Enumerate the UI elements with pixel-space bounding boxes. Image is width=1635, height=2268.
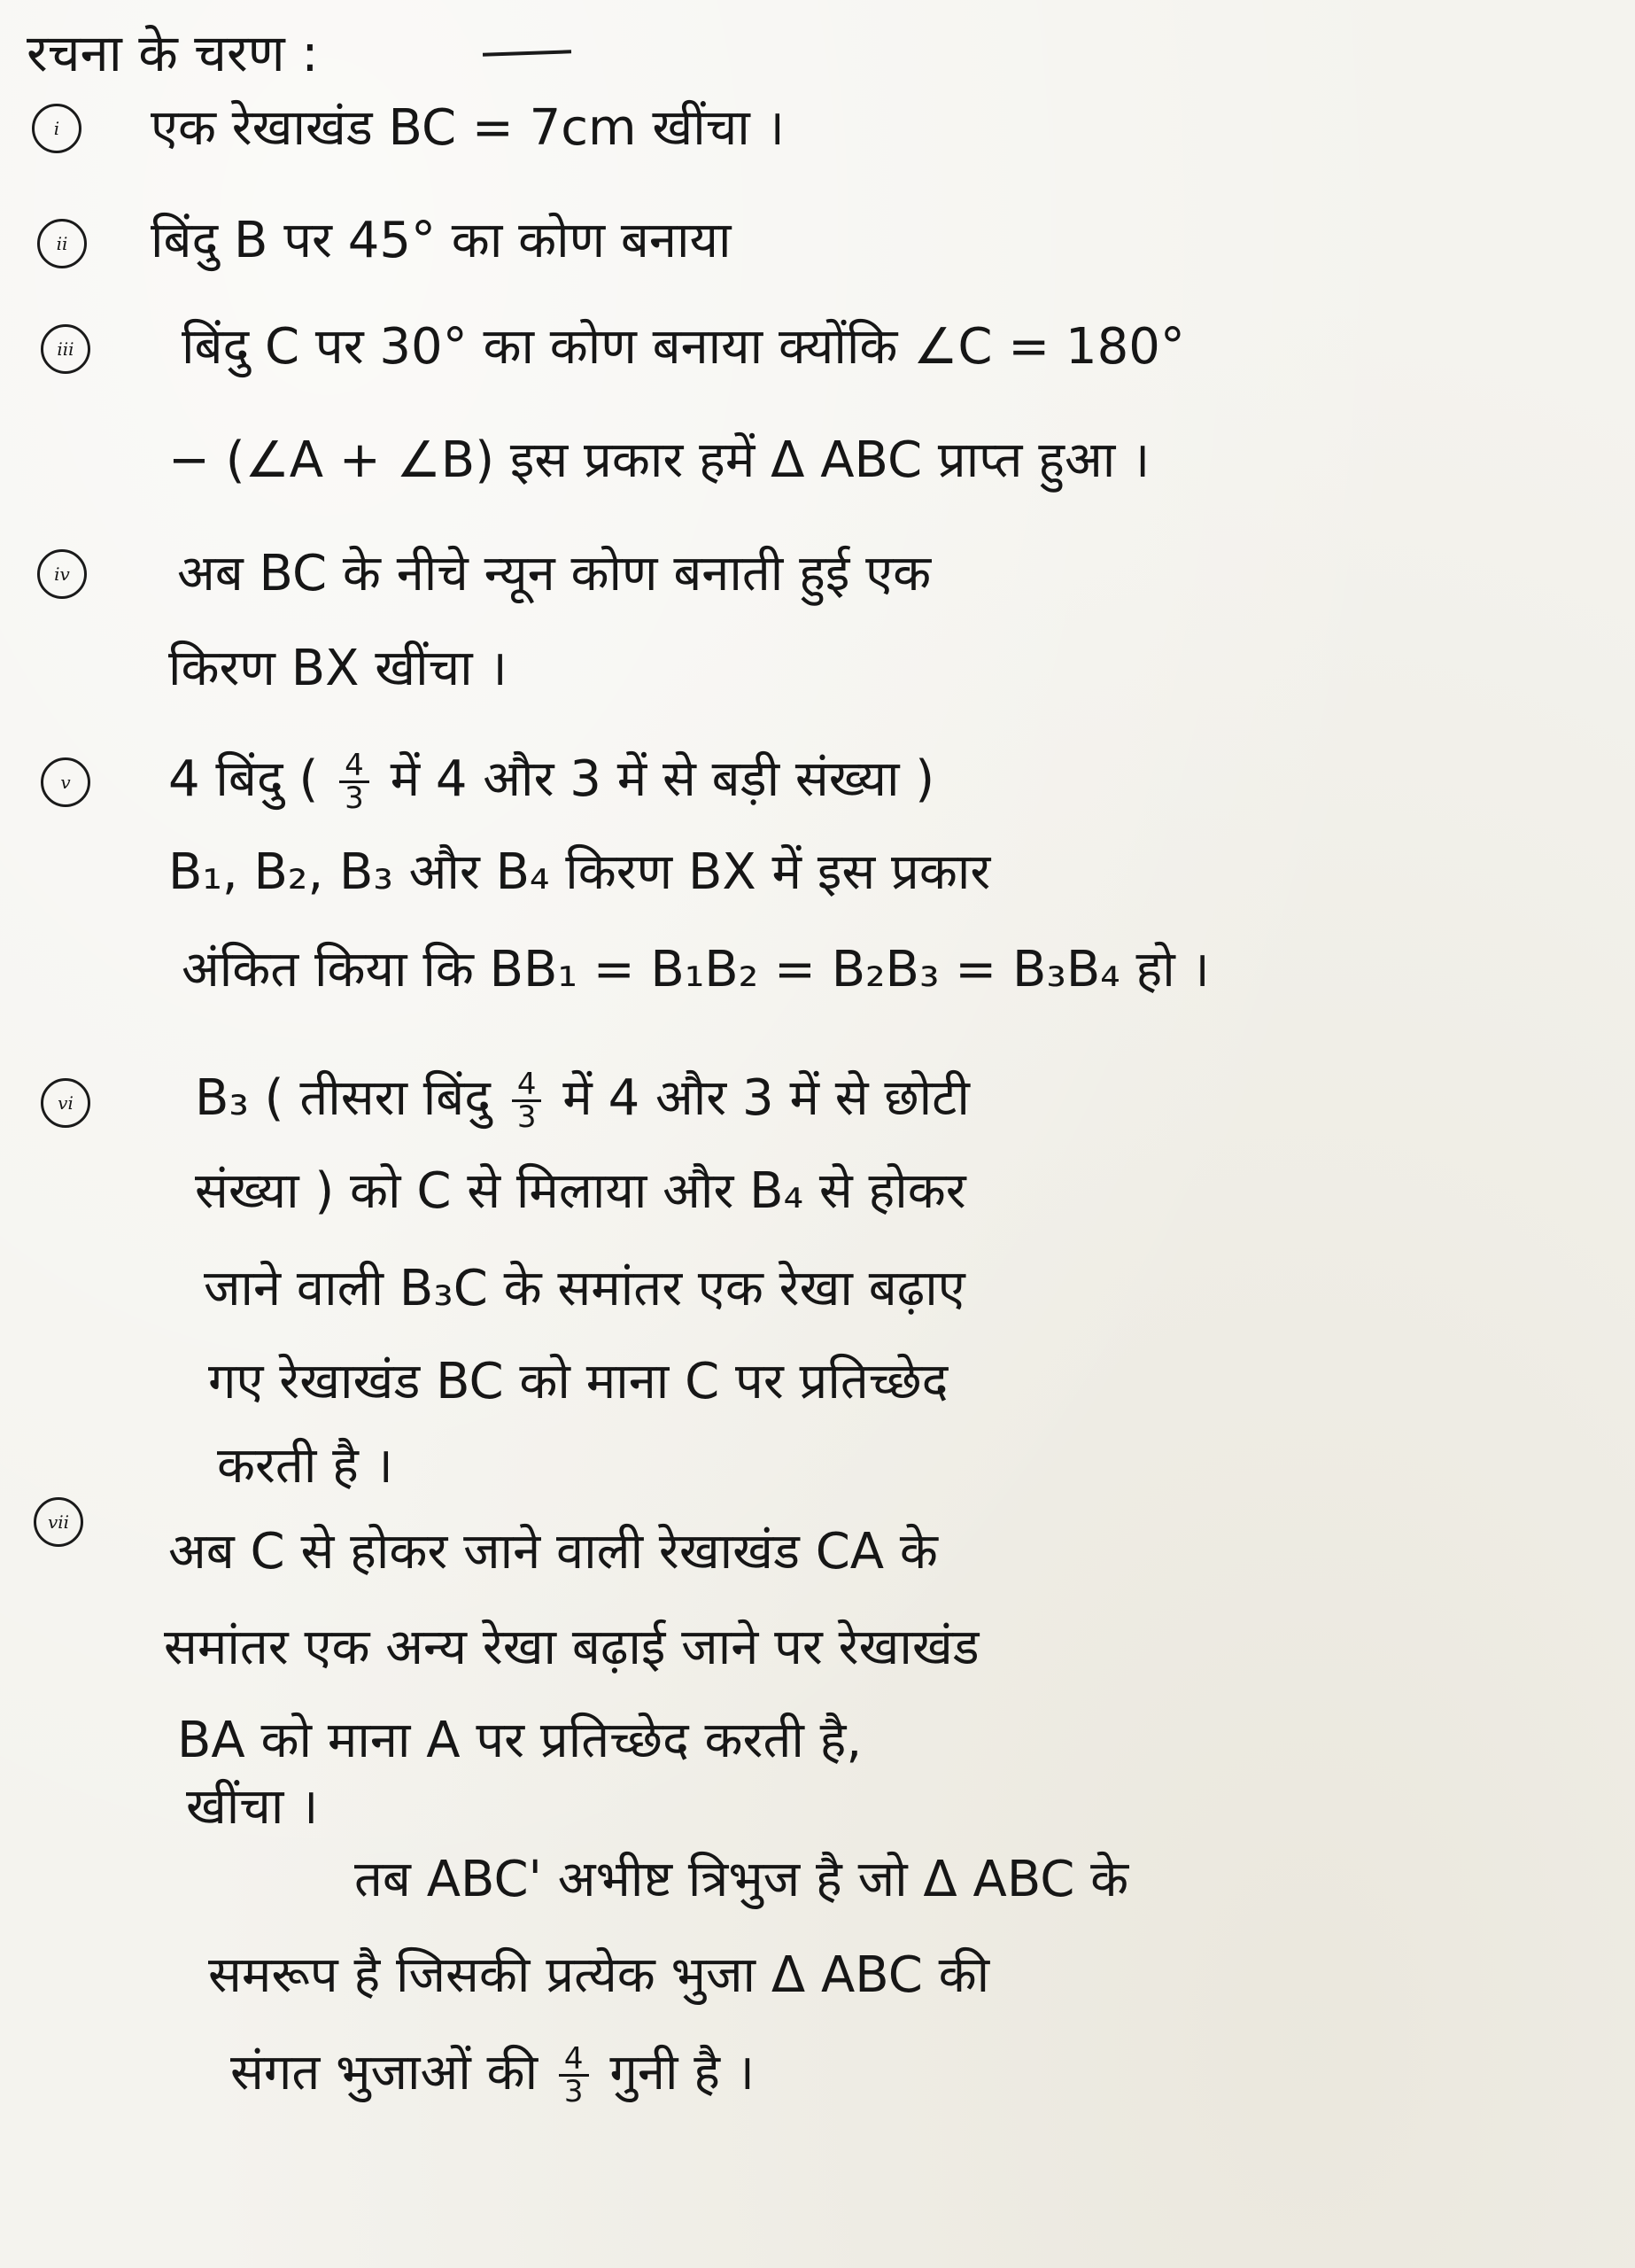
step-text-line: जाने वाली B₃C के समांतर एक रेखा बढ़ाए <box>204 1260 965 1317</box>
step-text-line <box>168 744 934 815</box>
step-text-line: समांतर एक अन्य रेखा बढ़ाई जाने पर रेखाखंड <box>164 1619 980 1676</box>
conclusion-line: तब ABC' अभीष्ट त्रिभुज है जो Δ ABC के <box>354 1851 1129 1908</box>
fraction <box>559 2041 589 2110</box>
step-text-segment: में 4 और 3 में से छोटी <box>562 1069 970 1127</box>
step-text-line: गए रेखाखंड BC को माना C पर प्रतिच्छेद <box>208 1353 949 1410</box>
step-text-line <box>195 1063 970 1134</box>
page-heading: रचना के चरण : <box>27 23 319 83</box>
fraction-numerator: 4 <box>512 1069 542 1102</box>
step-text-line: एक रेखाखंड BC = 7cm खींचा । <box>151 99 785 157</box>
fraction-numerator: 4 <box>559 2044 589 2077</box>
heading-underline <box>483 50 571 56</box>
fraction-numerator: 4 <box>339 750 369 783</box>
step-text-line: − (∠A + ∠B) इस प्रकार हमें Δ ABC प्राप्त हुआ । <box>168 431 1151 489</box>
fraction-denominator: 3 <box>516 1099 537 1136</box>
conclusion-line <box>230 2038 755 2109</box>
fraction <box>512 1067 542 1136</box>
step-text-line: अब C से होकर जाने वाली रेखाखंड CA के <box>168 1523 938 1581</box>
conclusion-line: समरूप है जिसकी प्रत्येक भुजा Δ ABC की <box>208 1946 990 2004</box>
step-marker: vi <box>41 1078 90 1128</box>
step-text-line: किरण BX खींचा । <box>168 640 508 697</box>
conclusion-segment: संगत भुजाओं की <box>230 2044 539 2101</box>
step-text-segment: 4 बिंदु ( <box>168 750 319 808</box>
step-marker: ii <box>37 219 87 268</box>
step-marker: v <box>41 757 90 807</box>
step-text-line: B₁, B₂, B₃ और B₄ किरण BX में इस प्रकार <box>168 843 991 901</box>
step-text-line: अब BC के नीचे न्यून कोण बनाती हुई एक <box>177 545 932 602</box>
step-marker: iv <box>37 549 87 599</box>
step-text-line: BA को माना A पर प्रतिच्छेद करती है, <box>177 1712 863 1769</box>
step-text-line: संख्या ) को C से मिलाया और B₄ से होकर <box>195 1162 966 1220</box>
fraction-denominator: 3 <box>345 781 364 817</box>
step-marker: i <box>32 104 81 153</box>
step-marker: iii <box>41 324 90 374</box>
step-text-segment: B₃ ( तीसरा बिंदु <box>195 1069 492 1127</box>
fraction-denominator: 3 <box>563 2074 584 2110</box>
step-text-line: करती है । <box>217 1437 393 1495</box>
step-text-line: खींचा । <box>186 1778 319 1836</box>
step-text-line: बिंदु C पर 30° का कोण बनाया क्योंकि ∠C = 180° <box>182 318 1185 376</box>
fraction <box>339 748 369 817</box>
step-text-line: बिंदु B पर 45° का कोण बनाया <box>151 212 732 269</box>
step-text-line: अंकित किया कि BB₁ = B₁B₂ = B₂B₃ = B₃B₄ हो । <box>182 941 1210 998</box>
step-marker: vii <box>34 1497 83 1547</box>
step-text-segment: में 4 और 3 में से बड़ी संख्या ) <box>390 750 935 808</box>
conclusion-segment: गुनी है । <box>609 2044 756 2101</box>
